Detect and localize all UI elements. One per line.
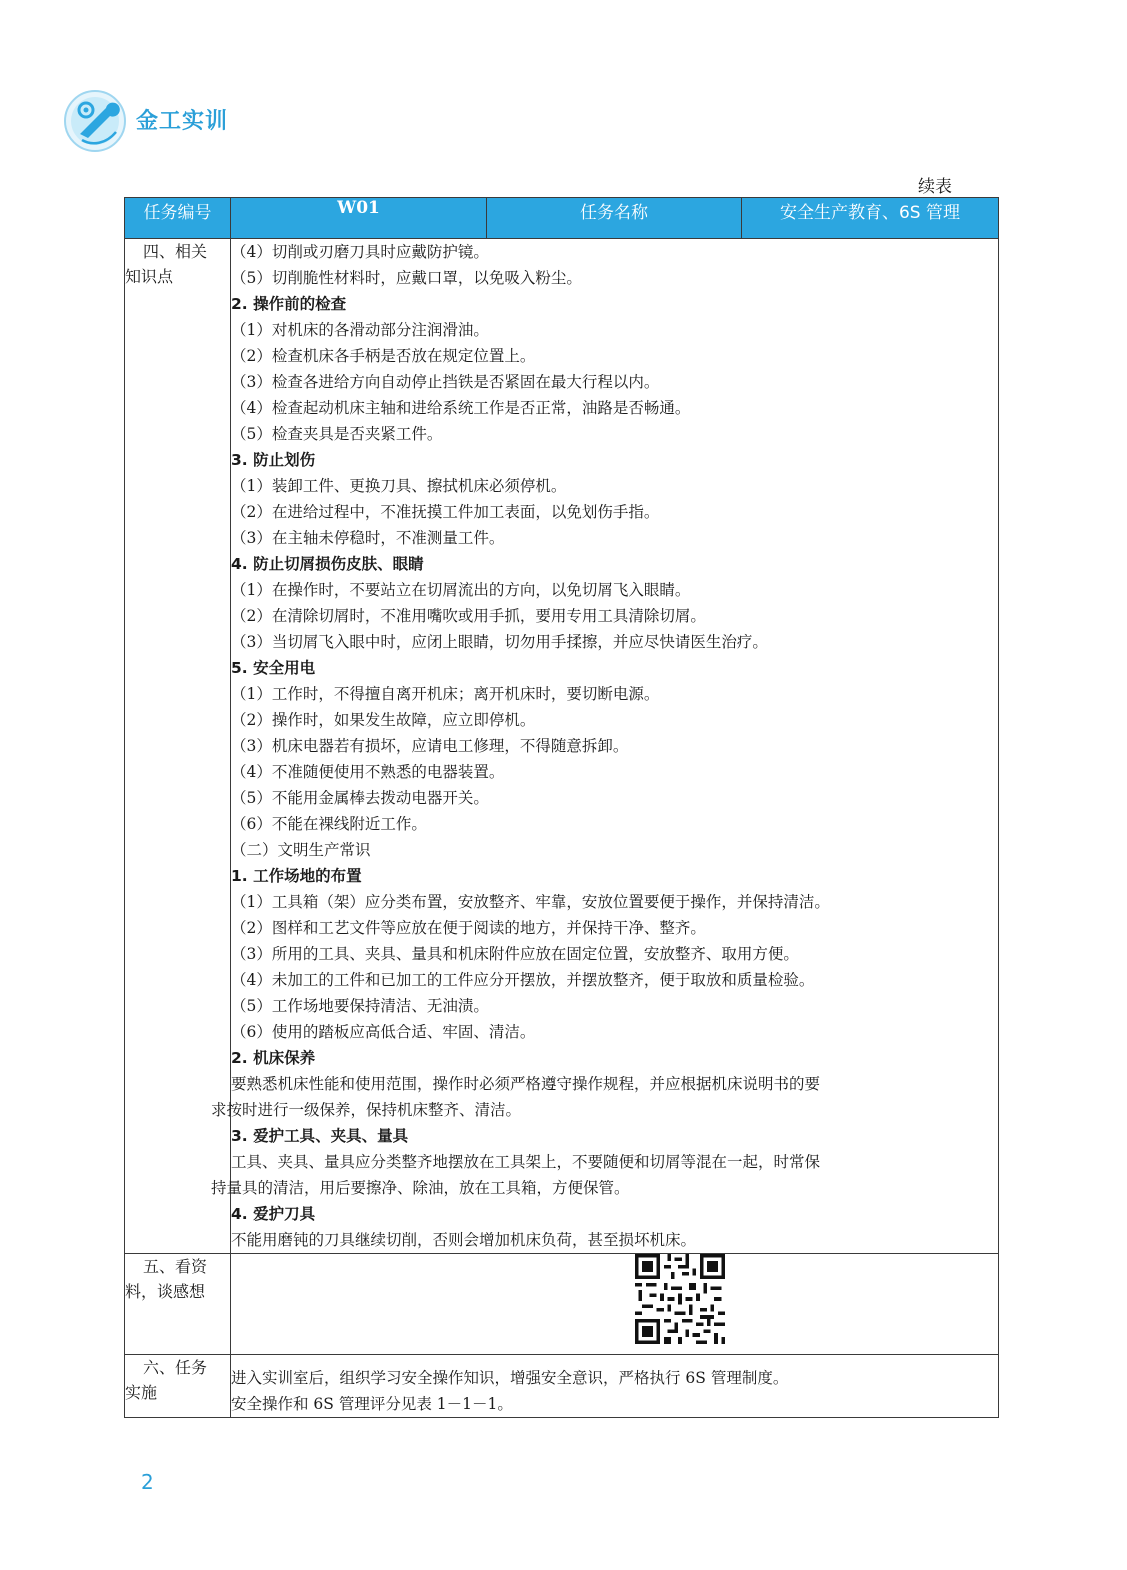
header-task-number-value: W01 — [231, 198, 487, 239]
header-task-name-label: 任务名称 — [487, 198, 742, 239]
text-line: 安全操作和 6S 管理评分见表 1－1－1。 — [231, 1395, 513, 1413]
text-line: （3）当切屑飞入眼中时，应闭上眼睛，切勿用手揉擦，并应尽快请医生治疗。 — [231, 633, 768, 651]
materials-row — [125, 1254, 999, 1355]
knowledge-label-line1: 四、相关 — [143, 242, 208, 261]
text-line: （2）在清除切屑时，不准用嘴吹或用手抓，要用专用工具清除切屑。 — [231, 607, 706, 625]
text-line: （5）不能用金属棒去拨动电器开关。 — [231, 789, 489, 807]
text-line: （3）在主轴未停稳时，不准测量工件。 — [231, 529, 505, 547]
text-line: （1）对机床的各滑动部分注润滑油。 — [231, 321, 489, 339]
text-line: （4）不准随便使用不熟悉的电器装置。 — [231, 763, 505, 781]
continued-label: 续表 — [918, 177, 952, 197]
text-line: 求按时进行一级保养，保持机床整齐、清洁。 — [211, 1101, 522, 1119]
materials-label — [125, 1254, 231, 1355]
task-table — [124, 197, 999, 1418]
text-line: （5）工作场地要保持清洁、无油渍。 — [231, 997, 489, 1015]
text-line: （6）不能在裸线附近工作。 — [231, 815, 427, 833]
text-line: 工具、夹具、量具应分类整齐地摆放在工具架上，不要随便和切屑等混在一起，时常保 — [231, 1153, 821, 1171]
knowledge-label-line2: 知识点 — [125, 267, 174, 286]
page-number: 2 — [141, 1470, 154, 1494]
text-line: 不能用磨钝的刀具继续切削，否则会增加机床负荷，甚至损坏机床。 — [231, 1231, 697, 1249]
knowledge-content — [211, 239, 999, 1254]
section-heading: 1. 工作场地的布置 — [231, 867, 362, 885]
knowledge-row — [125, 239, 999, 1254]
text-line: 持量具的清洁，用后要擦净、除油，放在工具箱，方便保管。 — [211, 1179, 630, 1197]
text-line: （4）切削或刃磨刀具时应戴防护镜。 — [231, 243, 489, 261]
text-line: （3）机床电器若有损坏，应请电工修理，不得随意拆卸。 — [231, 737, 629, 755]
materials-label-line2: 料，谈感想 — [125, 1282, 206, 1301]
text-line: 要熟悉机床性能和使用范围，操作时必须严格遵守操作规程，并应根据机床说明书的要 — [231, 1075, 821, 1093]
qr-code-icon[interactable] — [635, 1254, 725, 1344]
implementation-row — [125, 1355, 999, 1418]
section-heading: 2. 操作前的检查 — [231, 295, 347, 313]
implementation-content — [231, 1355, 999, 1418]
section-heading: 5. 安全用电 — [231, 659, 316, 677]
materials-content — [231, 1254, 999, 1355]
text-line: （5）切削脆性材料时，应戴口罩，以免吸入粉尘。 — [231, 269, 582, 287]
text-line: （1）工作时，不得擅自离开机床；离开机床时，要切断电源。 — [231, 685, 660, 703]
text-line: （4）检查起动机床主轴和进给系统工作是否正常，油路是否畅通。 — [231, 399, 691, 417]
book-title: 金工实训 — [136, 109, 229, 134]
section-heading: 4. 防止切屑损伤皮肤、眼睛 — [231, 555, 424, 573]
materials-label-line1: 五、看资 — [143, 1257, 208, 1276]
text-line: 进入实训室后，组织学习安全操作知识，增强安全意识，严格执行 6S 管理制度。 — [231, 1369, 789, 1387]
header-task-number-label: 任务编号 — [125, 198, 231, 239]
text-line: （2）检查机床各手柄是否放在规定位置上。 — [231, 347, 536, 365]
section-heading: 4. 爱护刀具 — [231, 1205, 316, 1223]
implementation-label-line1: 六、任务 — [143, 1358, 208, 1377]
wrench-gear-icon — [62, 88, 128, 154]
text-line: （1）在操作时，不要站立在切屑流出的方向，以免切屑飞入眼睛。 — [231, 581, 691, 599]
table-header-row — [125, 198, 999, 239]
text-line: （1）装卸工件、更换刀具、擦拭机床必须停机。 — [231, 477, 567, 495]
section-heading: 3. 爱护工具、夹具、量具 — [231, 1127, 409, 1145]
section-heading: 2. 机床保养 — [231, 1049, 316, 1067]
text-line: （2）在进给过程中，不准抚摸工件加工表面，以免划伤手指。 — [231, 503, 660, 521]
text-line: （2）操作时，如果发生故障，应立即停机。 — [231, 711, 536, 729]
implementation-label-line2: 实施 — [125, 1383, 158, 1402]
implementation-label — [125, 1355, 231, 1418]
text-line: （5）检查夹具是否夹紧工件。 — [231, 425, 443, 443]
text-line: （1）工具箱（架）应分类布置，安放整齐、牢靠，安放位置要便于操作，并保持清洁。 — [231, 893, 830, 911]
text-line: （4）未加工的工件和已加工的工件应分开摆放，并摆放整齐，便于取放和质量检验。 — [231, 971, 815, 989]
text-line: （二）文明生产常识 — [231, 841, 371, 859]
header-task-name-value: 安全生产教育、6S 管理 — [742, 198, 999, 239]
text-line: （2）图样和工艺文件等应放在便于阅读的地方，并保持干净、整齐。 — [231, 919, 706, 937]
text-line: （6）使用的踏板应高低合适、牢固、清洁。 — [231, 1023, 536, 1041]
text-line: （3）检查各进给方向自动停止挡铁是否紧固在最大行程以内。 — [231, 373, 660, 391]
text-line: （3）所用的工具、夹具、量具和机床附件应放在固定位置，安放整齐、取用方便。 — [231, 945, 799, 963]
section-heading: 3. 防止划伤 — [231, 451, 316, 469]
